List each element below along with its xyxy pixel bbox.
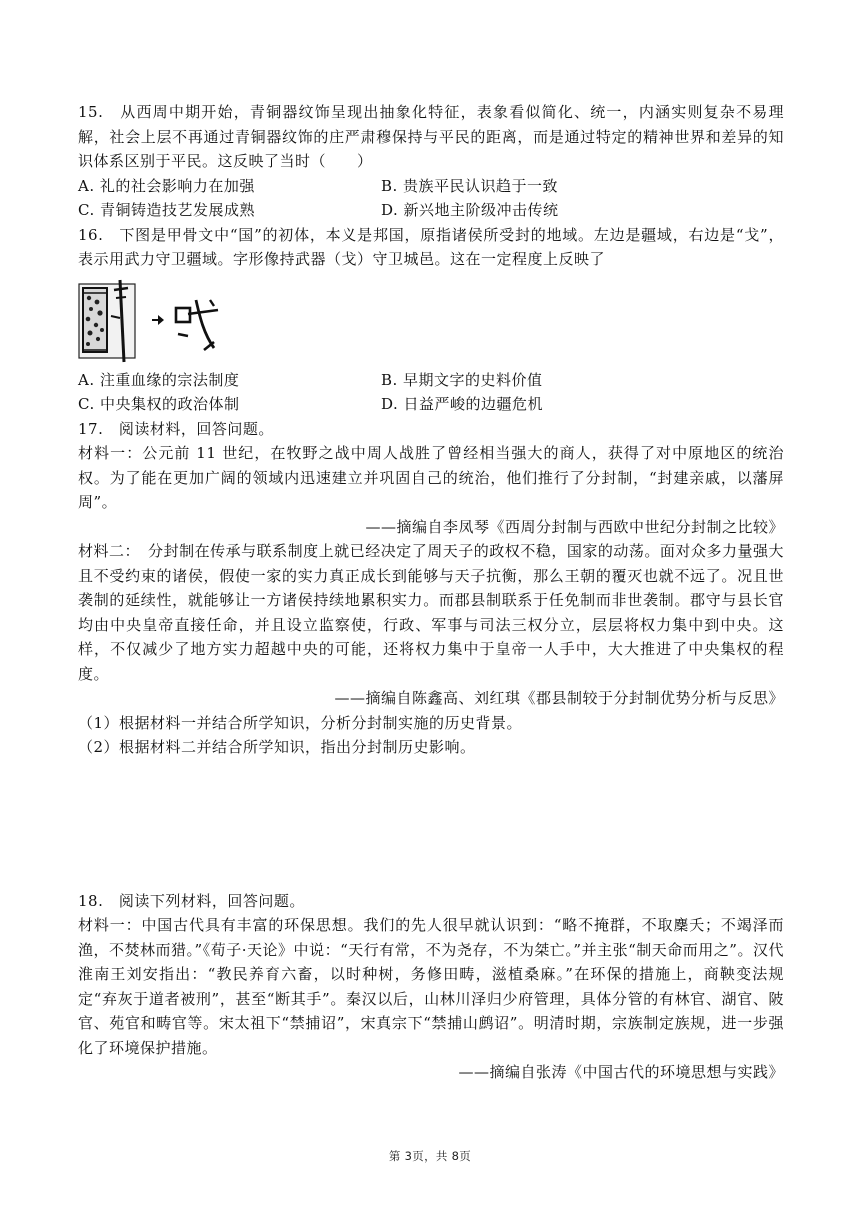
q16-option-b[interactable]: B. 早期文字的史料价值	[381, 370, 543, 389]
exam-page	[78, 100, 784, 1085]
q16-option-a[interactable]: A. 注重血缘的宗法制度	[78, 370, 240, 389]
q17-material-2: 材料二： 分封制在传承与联系制度上就已经决定了周天子的政权不稳，国家的动荡。面对众多力量强大且不受约束的诸侯，假使一家的实力真正成长到能够与天子抗衡，那么王朝的覆灭也就不远了。况且世袭制的延续性，就能够让一方诸侯持续地累积实力。而郡县制联系于任免制而非世袭制。郡守与县长官均由中央皇帝直接任命，并且设立监察使，行政、军事与司法三权分立，层层将权力集中到中央。这样，不仅减少了地方实力超越中央的可能，还将权力集中于皇帝一人手中，大大推进了中央集权的程度。	[78, 542, 784, 683]
q18-stem: 18. 阅读下列材料，回答问题。	[78, 891, 305, 910]
q16-stem: 16. 下图是甲骨文中“国”的初体，本义是邦国，原指诸侯所受封的地域。左边是疆域，右边是“戈”，表示用武力守卫疆域。字形像持武器（戈）守卫城邑。这在一定程度上反映了	[78, 225, 784, 268]
q16-options	[78, 368, 784, 417]
q15-option-c[interactable]: C. 青铜铸造技艺发展成熟	[78, 201, 255, 219]
q16-figure	[78, 272, 784, 368]
q15-option-b[interactable]: B. 贵族平民认识趋于一致	[381, 176, 559, 195]
q18-source-1: ——摘编自张涛《中国古代的环境思想与实践》	[458, 1063, 784, 1081]
q17-answer-space[interactable]	[78, 760, 784, 889]
q17-material-1: 材料一：公元前 11 世纪，在牧野之战中周人战胜了曾经相当强大的商人，获得了对中原地区的统治权。为了能在更加广阔的领域内迅速建立并巩固自己的统治，他们推行了分封制，“封建亲戚，以藩屏周”。	[78, 444, 784, 511]
q17-subquestion-2: （2）根据材料二并结合所学知识，指出分封制历史影响。	[78, 738, 476, 756]
q17-source-2: ——摘编自陈鑫高、刘红琪《郡县制较于分封制优势分析与反思》	[334, 689, 784, 707]
q18-material-1: 材料一：中国古代具有丰富的环保思想。我们的先人很早就认识到：“略不掩群，不取麇夭；不竭泽而渔，不焚林而猎。”《荀子·天论》中说：“天行有常，不为尧存，不为桀亡。”并主张“制天命而用之”。汉代淮南王刘安指出：“教民养育六畜，以时种树，务修田畴，滋植桑麻。”在环保的措施上，商鞅变法规定“弃灰于道者被刑”，甚至“断其手”。秦汉以后，山林川泽归少府管理，具体分管的有林官、湖官、陂官、苑官和畴官等。宋太祖下“禁捕诏”，宋真宗下“禁捕山鹧诏”。明清时期，宗族制定族规，进一步强化了环境保护措施。	[78, 916, 784, 1057]
q15-option-d[interactable]: D. 新兴地主阶级冲击传统	[381, 201, 559, 219]
q15-options	[78, 174, 784, 223]
page-footer: 第 3页，共 8页	[388, 1149, 472, 1163]
q17-source-1: ——摘编自李凤琴《西周分封制与西欧中世纪分封制之比较》	[365, 517, 784, 536]
q16-option-c[interactable]: C. 中央集权的政治体制	[78, 395, 240, 413]
q17-subquestion-1: （1）根据材料一并结合所学知识，分析分封制实施的历史背景。	[78, 713, 523, 732]
oracle-bone-guo-icon	[78, 278, 228, 366]
q15-stem: 15. 从西周中期开始，青铜器纹饰呈现出抽象化特征，表象看似简化、统一，内涵实则复杂不易理解，社会上层不再通过青铜器纹饰的庄严肃穆保持与平民的距离，而是通过特定的精神世界和差异的知识体系区别于平民。这反映了当时（ ）	[78, 103, 784, 170]
q15-option-a[interactable]: A. 礼的社会影响力在加强	[78, 176, 255, 195]
q17-stem: 17. 阅读材料，回答问题。	[78, 419, 274, 438]
q16-option-d[interactable]: D. 日益严峻的边疆危机	[381, 395, 544, 413]
